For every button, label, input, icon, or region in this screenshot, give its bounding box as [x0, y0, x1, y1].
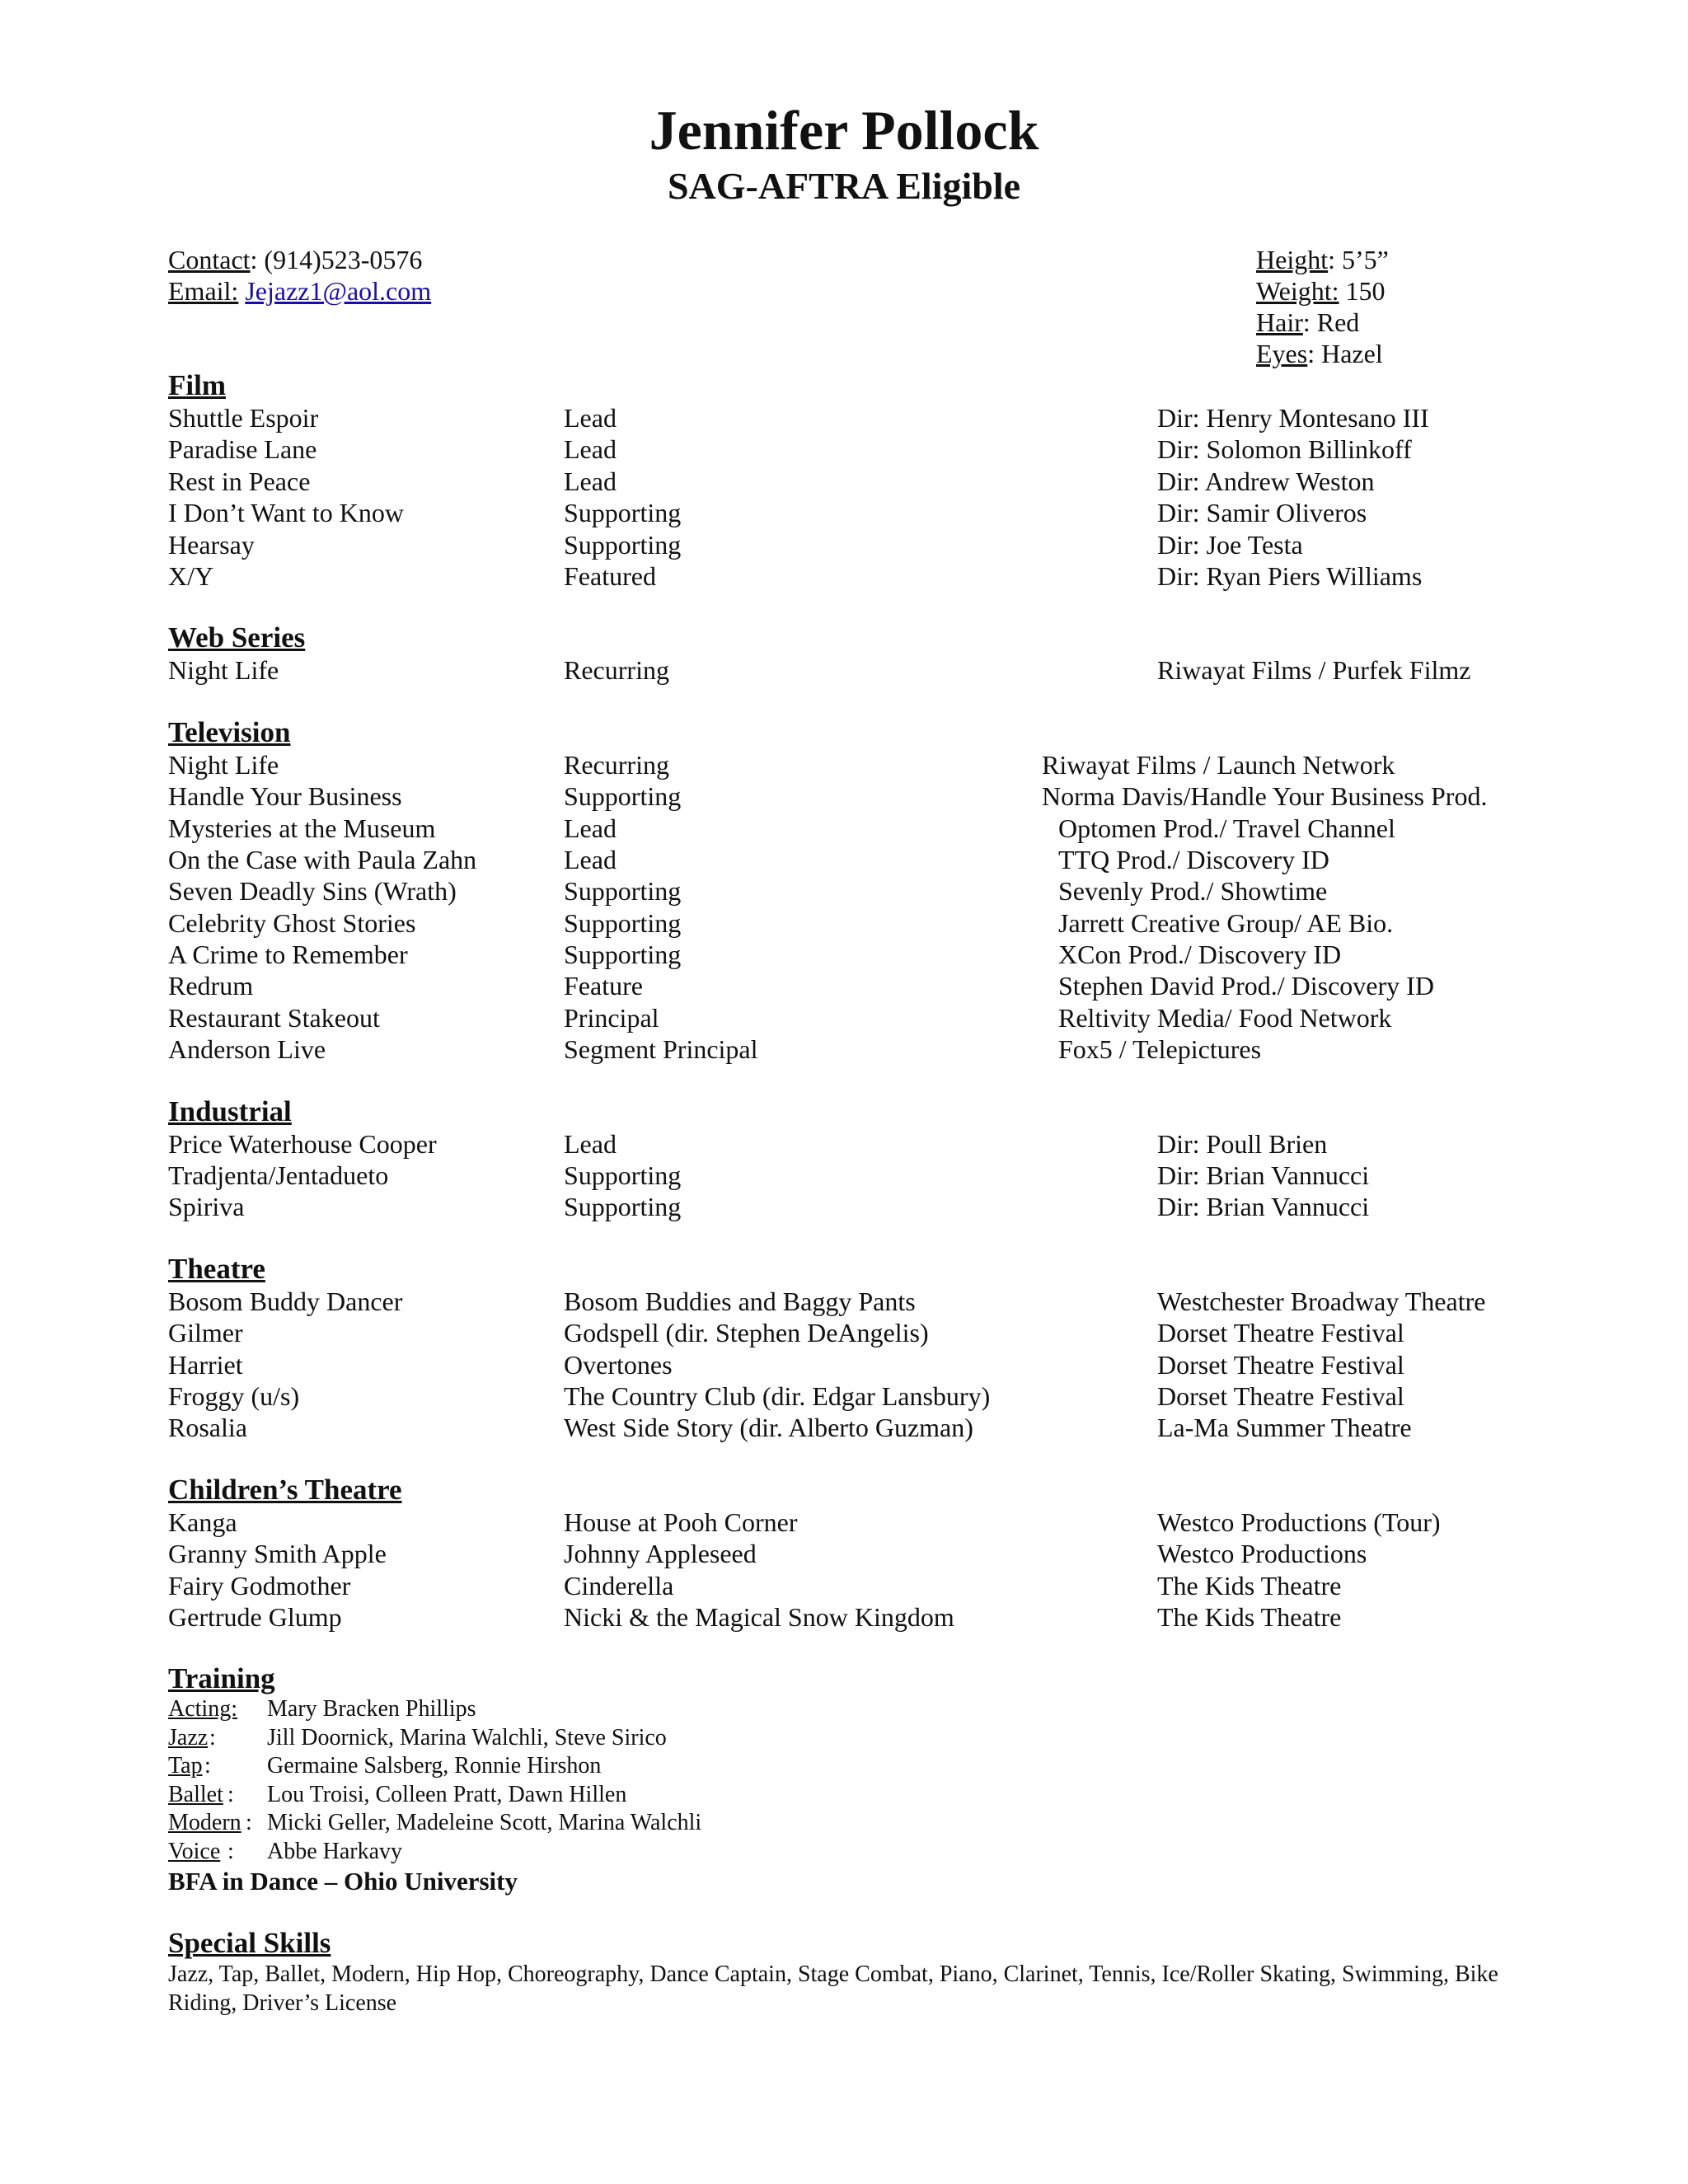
project-title: I Don’t Want to Know	[168, 498, 404, 528]
television-section	[168, 716, 1536, 1066]
table-row	[168, 1160, 1536, 1191]
production: Bosom Buddies and Baggy Pants	[564, 1286, 916, 1316]
table-row	[168, 529, 1536, 560]
table-row	[168, 1128, 1536, 1160]
credit: Optomen Prod./ Travel Channel	[1058, 813, 1395, 843]
role: Feature	[564, 971, 643, 1001]
table-row	[168, 970, 1536, 1001]
project-title: Restaurant Stakeout	[168, 1002, 380, 1033]
project-title: Shuttle Espoir	[168, 403, 319, 433]
stat-hair	[1256, 307, 1359, 338]
table-row	[168, 497, 1536, 528]
project-title: Celebrity Ghost Stories	[168, 907, 416, 938]
project-title: Seven Deadly Sins (Wrath)	[168, 876, 457, 907]
table-row	[168, 466, 1536, 497]
role: Principal	[564, 1002, 659, 1033]
training-label: Voice	[168, 1838, 221, 1864]
venue: The Kids Theatre	[1157, 1601, 1342, 1632]
training-label: Modern	[168, 1810, 241, 1836]
credit: Jarrett Creative Group/ AE Bio.	[1058, 907, 1394, 938]
training-section	[168, 1662, 1536, 1897]
venue: La-Ma Summer Theatre	[1157, 1413, 1412, 1443]
table-row	[168, 780, 1536, 812]
credit: Dir: Henry Montesano III	[1157, 403, 1429, 433]
contact-phone: : (914)523-0576	[250, 245, 423, 274]
training-label: Jazz	[168, 1724, 209, 1750]
role: Supporting	[564, 498, 682, 528]
email-link[interactable]: Jejazz1@aol.com	[245, 276, 432, 306]
table-row	[168, 1286, 1536, 1317]
credit: Dir: Samir Oliveros	[1157, 498, 1367, 528]
table-row	[168, 813, 1536, 844]
role: Recurring	[564, 749, 669, 780]
role: Segment Principal	[564, 1034, 758, 1065]
web-series-section	[168, 621, 1536, 686]
training-colon: :	[209, 1724, 216, 1750]
table-row	[168, 1380, 1536, 1412]
production: The Country Club (dir. Edgar Lansbury)	[564, 1380, 991, 1411]
email-label: Email:	[168, 276, 239, 306]
stat-weight	[1256, 275, 1386, 307]
actor-name: Jennifer Pollock	[649, 99, 1039, 162]
project-title: Anderson Live	[168, 1034, 326, 1065]
venue: Westco Productions	[1157, 1539, 1367, 1569]
section-title: Television	[168, 715, 291, 748]
credit: Dir: Ryan Piers Williams	[1157, 560, 1423, 591]
project-title: Handle Your Business	[168, 781, 402, 812]
training-colon: :	[204, 1753, 211, 1779]
role: Supporting	[564, 1160, 682, 1191]
project-title: Rest in Peace	[168, 466, 311, 496]
table-row	[168, 1317, 1536, 1348]
credit: Dir: Joe Testa	[1157, 529, 1303, 560]
stat-height	[1256, 244, 1389, 275]
training-teachers: Germaine Salsberg, Ronnie Hirshon	[267, 1753, 602, 1779]
table-row	[168, 560, 1536, 592]
section-title: Special Skills	[168, 1927, 331, 1960]
role: Bosom Buddy Dancer	[168, 1286, 403, 1316]
credit: Norma Davis/Handle Your Business Prod.	[1042, 781, 1488, 812]
role: Lead	[564, 434, 617, 465]
training-row	[168, 1695, 1536, 1724]
project-title: A Crime to Remember	[168, 940, 408, 970]
training-row	[168, 1724, 1536, 1753]
section-title: Children’s Theatre	[168, 1473, 402, 1506]
project-title: Paradise Lane	[168, 434, 317, 465]
role: Granny Smith Apple	[168, 1539, 387, 1569]
table-row	[168, 844, 1536, 875]
credit: Dir: Andrew Weston	[1157, 466, 1375, 496]
training-label: Acting:	[168, 1696, 237, 1722]
credit: Stephen David Prod./ Discovery ID	[1058, 971, 1434, 1001]
venue: Dorset Theatre Festival	[1157, 1318, 1404, 1348]
project-title: Night Life	[168, 749, 279, 780]
training-colon: :	[227, 1781, 234, 1807]
union-status: SAG-AFTRA Eligible	[667, 165, 1021, 207]
role: Supporting	[564, 940, 682, 970]
credit: Riwayat Films / Launch Network	[1042, 749, 1395, 780]
table-row	[168, 434, 1536, 465]
role: Gilmer	[168, 1318, 243, 1348]
table-row	[168, 939, 1536, 970]
role: Recurring	[564, 655, 669, 686]
stat-value: : Red	[1302, 307, 1360, 337]
stat-value: : 5’5”	[1328, 245, 1389, 274]
training-teachers: Mary Bracken Phillips	[267, 1696, 476, 1722]
table-row	[168, 1570, 1536, 1601]
credit: TTQ Prod./ Discovery ID	[1058, 844, 1329, 874]
stat-label: Eyes	[1256, 339, 1308, 368]
venue: Westco Productions (Tour)	[1157, 1507, 1441, 1537]
table-row	[168, 875, 1536, 907]
stat-eyes	[1256, 338, 1383, 369]
table-row	[168, 1191, 1536, 1222]
film-section	[168, 369, 1536, 592]
production: Nicki & the Magical Snow Kingdom	[564, 1601, 954, 1632]
role: Harriet	[168, 1349, 243, 1380]
project-title: Price Waterhouse Cooper	[168, 1128, 437, 1159]
theatre-section	[168, 1253, 1536, 1444]
training-label: Ballet	[168, 1781, 223, 1807]
section-title: Industrial	[168, 1094, 292, 1127]
skills-list: Jazz, Tap, Ballet, Modern, Hip Hop, Choreography, Dance Captain, Stage Combat, Piano, Clarinet, Tennis, Ice/Roller Skating, Swimming, Bike Riding, Driver’s License	[168, 1961, 1498, 2017]
role: Fairy Godmother	[168, 1570, 351, 1601]
project-title: Mysteries at the Museum	[168, 813, 436, 843]
role: Supporting	[564, 876, 682, 907]
table-row	[168, 1033, 1536, 1065]
contact-line	[168, 244, 422, 275]
production: Johnny Appleseed	[564, 1539, 757, 1569]
project-title: On the Case with Paula Zahn	[168, 844, 477, 874]
training-colon: :	[227, 1838, 234, 1864]
project-title: Hearsay	[168, 529, 255, 560]
section-title: Film	[168, 369, 226, 401]
role: Rosalia	[168, 1413, 247, 1443]
role: Froggy (u/s)	[168, 1380, 300, 1411]
training-row	[168, 1752, 1536, 1781]
table-row	[168, 1538, 1536, 1569]
production: Cinderella	[564, 1570, 674, 1601]
table-row	[168, 1349, 1536, 1380]
stat-value: : Hazel	[1307, 339, 1383, 368]
role: Kanga	[168, 1507, 237, 1537]
production: Overtones	[564, 1349, 673, 1380]
training-teachers: Jill Doornick, Marina Walchli, Steve Sirico	[267, 1724, 667, 1750]
training-label: Tap	[168, 1753, 203, 1779]
role: Lead	[564, 813, 617, 843]
credit: Fox5 / Telepictures	[1058, 1034, 1262, 1065]
production: Godspell (dir. Stephen DeAngelis)	[564, 1318, 929, 1348]
contact-label: Contact	[168, 245, 251, 274]
stat-label: Hair	[1256, 307, 1303, 337]
venue: Westchester Broadway Theatre	[1157, 1286, 1486, 1316]
resume-body	[168, 369, 1536, 2047]
credit: Dir: Solomon Billinkoff	[1157, 434, 1412, 465]
role: Lead	[564, 844, 617, 874]
section-title: Theatre	[168, 1252, 265, 1285]
stat-value: 150	[1339, 276, 1386, 306]
training-row	[168, 1809, 1536, 1838]
role: Supporting	[564, 907, 682, 938]
table-row	[168, 907, 1536, 939]
credit: Sevenly Prod./ Showtime	[1058, 876, 1328, 907]
role: Lead	[564, 466, 617, 496]
credit: Reltivity Media/ Food Network	[1058, 1002, 1392, 1033]
industrial-section	[168, 1095, 1536, 1223]
section-title: Training	[168, 1662, 275, 1695]
training-row	[168, 1838, 1536, 1867]
credit: Dir: Brian Vannucci	[1157, 1160, 1370, 1191]
production: House at Pooh Corner	[564, 1507, 798, 1537]
special-skills-section	[168, 1927, 1536, 2018]
email-line	[168, 275, 431, 307]
role: Featured	[564, 560, 656, 591]
credit: Dir: Brian Vannucci	[1157, 1192, 1370, 1222]
training-row	[168, 1781, 1536, 1810]
venue: Dorset Theatre Festival	[1157, 1349, 1404, 1380]
venue: Dorset Theatre Festival	[1157, 1380, 1404, 1411]
role: Supporting	[564, 781, 682, 812]
table-row	[168, 402, 1536, 434]
role: Lead	[564, 1128, 617, 1159]
stat-label: Height	[1256, 245, 1329, 274]
training-colon: :	[246, 1810, 252, 1836]
project-title: Tradjenta/Jentadueto	[168, 1160, 389, 1191]
section-title: Web Series	[168, 621, 306, 654]
credit: Dir: Poull Brien	[1157, 1128, 1328, 1159]
project-title: Redrum	[168, 971, 254, 1001]
role: Gertrude Glump	[168, 1601, 342, 1632]
role: Supporting	[564, 529, 682, 560]
project-title: Spiriva	[168, 1192, 245, 1222]
childrens-theatre-section	[168, 1474, 1536, 1633]
degree: BFA in Dance – Ohio University	[168, 1867, 518, 1896]
credit: XCon Prod./ Discovery ID	[1058, 940, 1342, 970]
table-row	[168, 1002, 1536, 1033]
role: Supporting	[564, 1192, 682, 1222]
stat-label: Weight:	[1256, 276, 1339, 306]
credit: Riwayat Films / Purfek Filmz	[1157, 655, 1471, 686]
table-row	[168, 654, 1536, 686]
table-row	[168, 1412, 1536, 1443]
table-row	[168, 1601, 1536, 1633]
table-row	[168, 1507, 1536, 1538]
project-title: Night Life	[168, 655, 279, 686]
venue: The Kids Theatre	[1157, 1570, 1342, 1601]
training-teachers: Micki Geller, Madeleine Scott, Marina Walchli	[267, 1810, 702, 1836]
role: Lead	[564, 403, 617, 433]
production: West Side Story (dir. Alberto Guzman)	[564, 1413, 973, 1443]
project-title: X/Y	[168, 560, 214, 591]
training-teachers: Abbe Harkavy	[267, 1838, 403, 1864]
table-row	[168, 749, 1536, 780]
training-teachers: Lou Troisi, Colleen Pratt, Dawn Hillen	[267, 1781, 627, 1807]
